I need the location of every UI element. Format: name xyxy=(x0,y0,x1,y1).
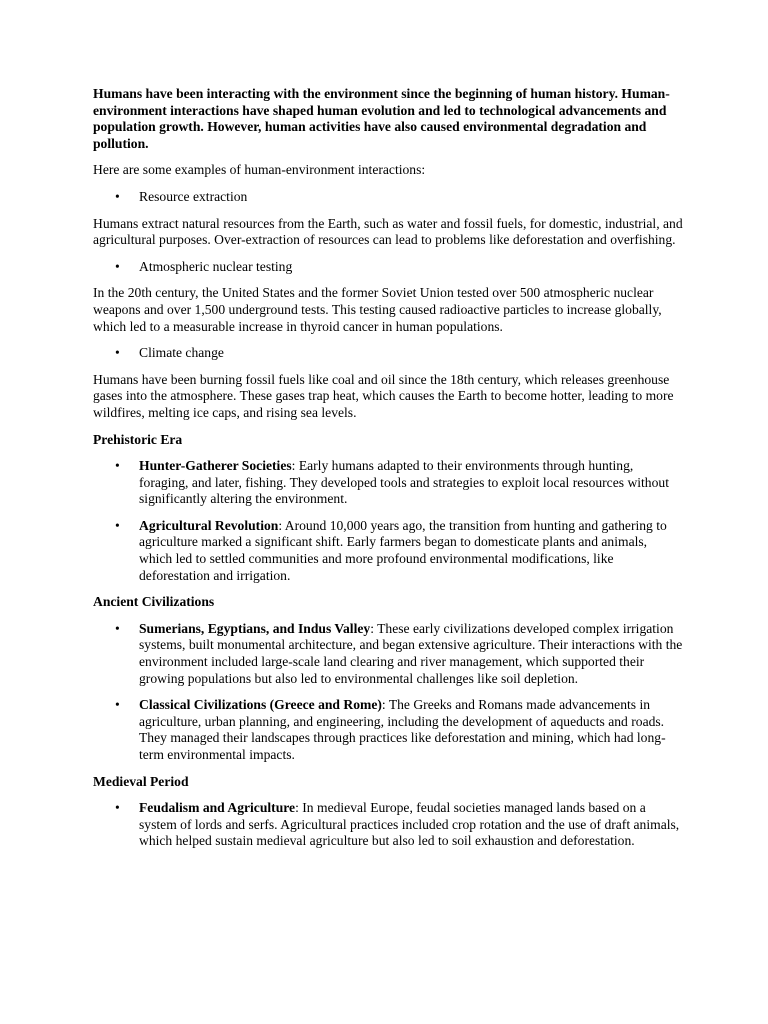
era-list xyxy=(93,458,683,584)
example-list xyxy=(93,259,683,276)
bullet-icon: • xyxy=(115,258,120,274)
example-description: Humans extract natural resources from the Earth, such as water and fossil fuels, for domestic, industrial, and agricultural purposes. Over-extraction of resources can lead to problems like deforestation and overfishing. xyxy=(93,215,683,248)
item-text: : Early humans adapted to their environments through hunting, foraging, and later, fishing. They developed tools and strategies to exploit local resources without significantly altering the environment. xyxy=(139,458,669,507)
section-heading: Prehistoric Era xyxy=(93,431,183,447)
item-term: Classical Civilizations (Greece and Rome) xyxy=(139,697,382,713)
item-text: : Around 10,000 years ago, the transition from hunting and gathering to agriculture marked a significant shift. Early farmers began to domesticate plants and animals, which led to settled communities and more profound environmental modifications, like deforestation and irrigation. xyxy=(139,517,667,583)
item-text: : These early civilizations developed complex irrigation systems, built monumental architecture, and began extensive agriculture. Their interactions with the environment included large-scale land clearing and river management, which supported their growing populations but also led to environmental challenges like soil depletion. xyxy=(139,620,683,686)
intro-paragraph: Humans have been interacting with the environment since the beginning of human history. Human-environment interactions have shaped human evolution and led to technological advancements and population growth. However, human activities have also caused environmental degradation and pollution. xyxy=(93,86,670,151)
example-title: Resource extraction xyxy=(139,188,248,204)
bullet-icon: • xyxy=(115,517,120,533)
example-list xyxy=(93,189,683,206)
bullet-icon: • xyxy=(115,697,120,713)
item-term: Agricultural Revolution xyxy=(139,517,279,533)
example-title: Atmospheric nuclear testing xyxy=(139,258,293,274)
era-list xyxy=(93,800,683,850)
item-term: Hunter-Gatherer Societies xyxy=(139,458,292,474)
bullet-icon: • xyxy=(115,620,120,636)
section-heading: Ancient Civilizations xyxy=(93,594,215,610)
item-term: Sumerians, Egyptians, and Indus Valley xyxy=(139,620,371,636)
item-term: Feudalism and Agriculture xyxy=(139,800,296,816)
list-item xyxy=(93,800,683,850)
example-description: Humans have been burning fossil fuels like coal and oil since the 18th century, which releases greenhouse gases into the atmosphere. These gases trap heat, which causes the Earth to become hotter, leading to more wildfires, melting ice caps, and rising sea levels. xyxy=(93,371,674,420)
era-list xyxy=(93,621,683,764)
example-list xyxy=(93,345,683,362)
item-text: : The Greeks and Romans made advancements in agriculture, urban planning, and engineering, including the development of aqueducts and roads. They managed their landscapes through practices like deforestation and mining, which had long-term environmental impacts. xyxy=(139,697,666,762)
list-item xyxy=(93,621,683,687)
list-item xyxy=(93,259,683,276)
item-text: : In medieval Europe, feudal societies managed lands based on a system of lords and serfs. Agricultural practices included crop rotation and the use of draft animals, which helped sustain medieval agriculture but also led to soil exhaustion and deforestation. xyxy=(139,800,680,849)
bullet-icon: • xyxy=(115,458,120,474)
list-item xyxy=(93,345,683,362)
bullet-icon: • xyxy=(115,345,120,361)
list-item xyxy=(93,697,683,763)
example-description: In the 20th century, the United States and the former Soviet Union tested over 500 atmospheric nuclear weapons and over 1,500 underground tests. This testing caused radioactive particles to increase globally, which led to a measurable increase in thyroid cancer in human populations. xyxy=(93,285,662,334)
list-item xyxy=(93,458,683,508)
list-item xyxy=(93,518,683,584)
document-page xyxy=(93,86,683,860)
bullet-icon: • xyxy=(115,188,120,204)
example-title: Climate change xyxy=(139,345,224,361)
examples-lead: Here are some examples of human-environment interactions: xyxy=(93,162,426,178)
list-item xyxy=(93,189,683,206)
bullet-icon: • xyxy=(115,800,120,816)
section-heading: Medieval Period xyxy=(93,773,189,789)
